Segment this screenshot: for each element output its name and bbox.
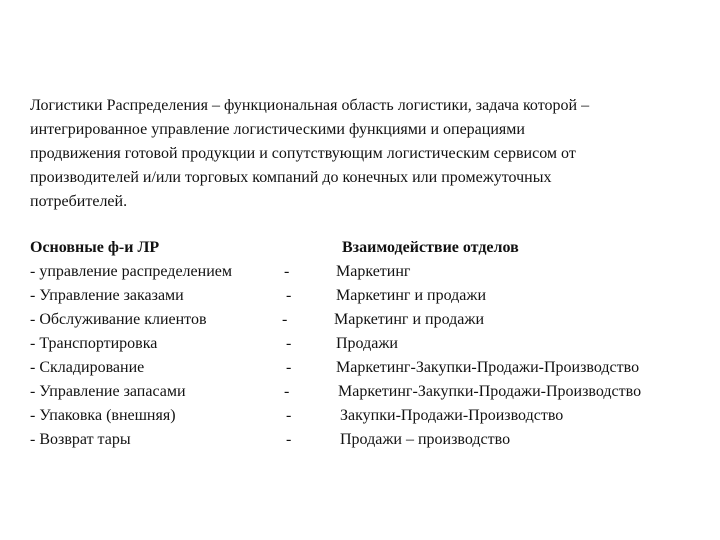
table-row	[30, 308, 700, 332]
definition-line: Логистики Распределения – функциональная область логистики, задача которой –	[30, 97, 590, 114]
function-cell: - Управление запасами	[30, 383, 186, 400]
separator-dash: -	[286, 407, 292, 424]
separator-dash: -	[282, 311, 288, 328]
departments-cell: Закупки-Продажи-Производство	[340, 407, 564, 424]
table-row	[30, 404, 700, 428]
function-cell: - управление распределением	[30, 263, 232, 280]
function-cell: - Управление заказами	[30, 287, 184, 304]
definition-paragraph	[30, 94, 690, 214]
function-cell: - Транспортировка	[30, 335, 158, 352]
separator-dash: -	[286, 359, 292, 376]
functions-table	[30, 236, 700, 452]
function-cell: - Упаковка (внешняя)	[30, 407, 176, 424]
functions-column-heading: Основные ф-и ЛР	[30, 239, 160, 256]
departments-cell: Маркетинг	[336, 263, 411, 280]
table-header	[30, 236, 700, 260]
departments-cell: Маркетинг и продажи	[334, 311, 485, 328]
departments-cell: Маркетинг и продажи	[336, 287, 487, 304]
function-cell: - Складирование	[30, 359, 145, 376]
definition-line: потребителей.	[30, 193, 128, 210]
table-row	[30, 356, 700, 380]
definition-line: интегрированное управление логистическими функциями и операциями	[30, 121, 525, 138]
departments-cell: Продажи	[336, 335, 398, 352]
table-row	[30, 332, 700, 356]
separator-dash: -	[286, 431, 292, 448]
departments-cell: Маркетинг-Закупки-Продажи-Производство	[336, 359, 640, 376]
separator-dash: -	[286, 335, 292, 352]
definition-line: производителей и/или торговых компаний до конечных или промежуточных	[30, 169, 552, 186]
table-row	[30, 284, 700, 308]
separator-dash: -	[284, 383, 290, 400]
table-row	[30, 380, 700, 404]
function-cell: - Возврат тары	[30, 431, 131, 448]
departments-cell: Маркетинг-Закупки-Продажи-Производство	[338, 383, 642, 400]
definition-line: продвижения готовой продукции и сопутствующим логистическим сервисом от	[30, 145, 576, 162]
departments-column-heading: Взаимодействие отделов	[342, 239, 519, 256]
separator-dash: -	[286, 287, 292, 304]
table-row	[30, 428, 700, 452]
separator-dash: -	[284, 263, 290, 280]
function-cell: - Обслуживание клиентов	[30, 311, 207, 328]
departments-cell: Продажи – производство	[340, 431, 511, 448]
table-row	[30, 260, 700, 284]
